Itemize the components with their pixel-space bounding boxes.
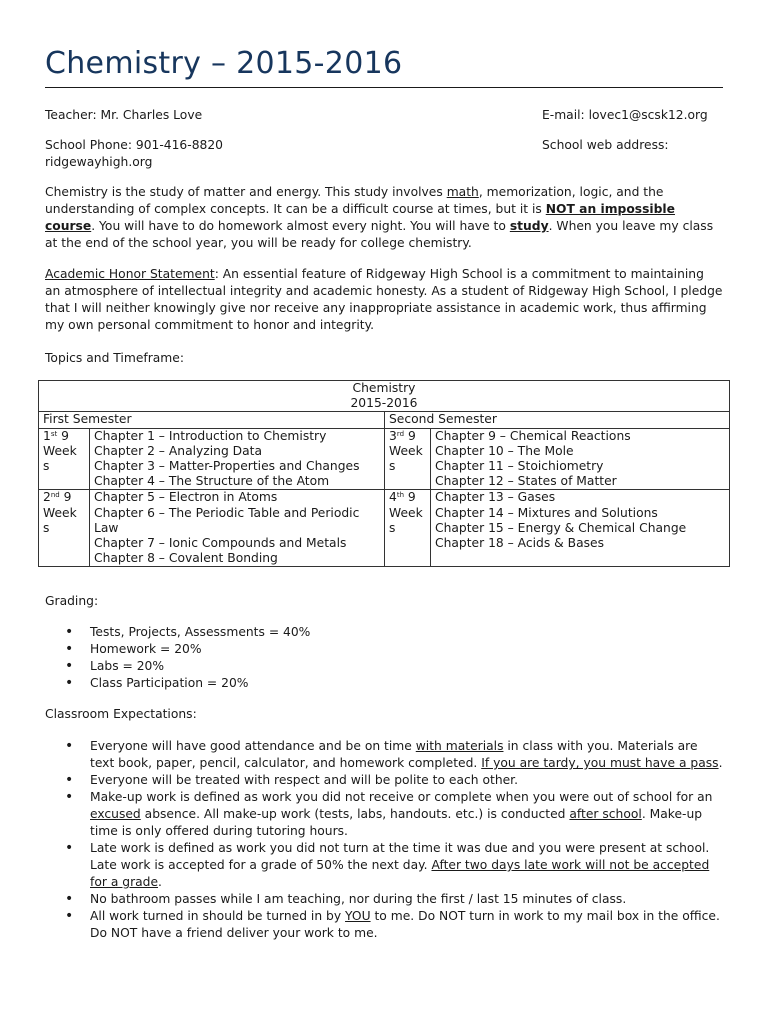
second-semester-header: Second Semester [385, 412, 730, 428]
expectations-heading: Classroom Expectations: [45, 707, 197, 721]
teacher-email: E-mail: lovec1@scsk12.org [542, 108, 708, 122]
intro-study: study [509, 219, 549, 233]
e4a: Late work is defined as work you did not turn at the time it was due and you were present at school. Late work is accepted for a grade of 50% the next day. [90, 841, 710, 872]
page-title: Chemistry – 2015-2016 [45, 46, 403, 81]
e4b: After two days late work will not be accepted for a grade [90, 858, 710, 889]
e1e: . [718, 756, 723, 770]
chapter-item: Chapter 9 – Chemical Reactions [435, 428, 631, 443]
quarter-4-chapters [431, 490, 730, 567]
intro-not-impossible: NOT an impossible course [45, 202, 675, 233]
first-semester-header: First Semester [39, 412, 385, 428]
intro-text-2: , memorization, logic, and the understanding of complex concepts. It can be a difficult course at times, but it is [45, 185, 664, 216]
e3c: absence. All make-up work (tests, labs, handouts. etc.) is conducted [140, 807, 570, 821]
chapter-item: Chapter 12 – States of Matter [435, 474, 617, 489]
intro-paragraph [45, 184, 723, 252]
chapter-item: Chapter 14 – Mixtures and Solutions [435, 505, 658, 520]
e3d: after school [569, 807, 642, 821]
intro-math: math [446, 185, 479, 199]
quarter-2-chapters [90, 490, 385, 567]
quarter-3-chapters [431, 428, 730, 490]
e3b: excused [90, 807, 141, 821]
e3a: Make-up work is defined as work you did not receive or complete when you were out of school for an [90, 790, 713, 804]
grading-item: • Homework = 20% [45, 641, 723, 658]
expectation-item [45, 789, 723, 840]
q4-num: 4 [389, 490, 397, 505]
table-title: Chemistry [352, 381, 416, 395]
intro-text-3: . You will have to do homework almost every night. You will have to [91, 219, 510, 233]
honor-label: Academic Honor Statement [45, 267, 215, 281]
title-divider [45, 87, 723, 88]
chapter-item: Chapter 6 – The Periodic Table and Periodic Law [94, 505, 360, 535]
q3-rest: 9 Week s [389, 428, 423, 474]
topics-table [38, 380, 730, 567]
e1a: Everyone will have good attendance and be on time [90, 739, 416, 753]
q1-sup: st [50, 429, 58, 438]
q3-num: 3 [389, 428, 397, 443]
chapter-item: Chapter 10 – The Mole [435, 443, 574, 458]
chapter-item: Chapter 1 – Introduction to Chemistry [94, 428, 327, 443]
grading-list [45, 624, 723, 692]
chapter-item: Chapter 4 – The Structure of the Atom [94, 474, 330, 489]
e4c: . [158, 875, 162, 889]
q1-rest: 9 Week s [43, 428, 77, 474]
q3-sup: rd [396, 429, 405, 438]
topics-heading: Topics and Timeframe: [45, 351, 184, 365]
expectation-item [45, 908, 723, 942]
e6a: All work turned in should be turned in by [90, 909, 346, 923]
q2-num: 2 [43, 490, 51, 505]
q4-sup: th [396, 491, 405, 500]
honor-text: : An essential feature of Ridgeway High School is a commitment to maintaining an atmosphere of intellectual integrity and academic honesty. As a student of Ridgeway High School, I pledge that I will neither knowingly give nor receive any inappropriate assistance in academic work, thus affirming my own personal commitment to honor and integrity. [45, 267, 723, 332]
table-title-cell [39, 381, 730, 412]
chapter-item: Chapter 18 – Acids & Bases [435, 536, 605, 551]
q2-rest: 9 Week s [43, 490, 77, 535]
chapter-item: Chapter 11 – Stoichiometry [435, 459, 604, 474]
intro-text-1: Chemistry is the study of matter and energy. This study involves [45, 185, 447, 199]
chapter-item: Chapter 13 – Gases [435, 490, 556, 505]
chapter-item: Chapter 8 – Covalent Bonding [94, 551, 278, 566]
e6b: YOU [345, 909, 371, 923]
grading-heading: Grading: [45, 594, 99, 608]
chapter-item: Chapter 3 – Matter-Properties and Changes [94, 459, 360, 474]
chapter-item: Chapter 7 – Ionic Compounds and Metals [94, 536, 347, 551]
expectations-list [45, 738, 723, 942]
web-address-label: School web address: [542, 138, 669, 152]
e1d: If you are tardy, you must have a pass [481, 756, 719, 770]
honor-statement [45, 266, 723, 334]
grading-item: • Tests, Projects, Assessments = 40% [45, 624, 723, 641]
school-phone: School Phone: 901-416-8820 [45, 138, 223, 152]
q2-sup: nd [50, 491, 60, 500]
intro-text-4: . When you leave my class at the end of the school year, you will be ready for college chemistry. [45, 219, 714, 250]
e3e: . Make-up time is only offered during tutoring hours. [90, 807, 703, 838]
expectation-item [45, 840, 723, 891]
quarter-4-label [385, 490, 431, 567]
teacher-line [45, 107, 723, 124]
quarter-1-chapters [90, 428, 385, 490]
q4-rest: 9 Week s [389, 490, 423, 535]
quarter-2-label [39, 490, 90, 567]
expectation-item: • No bathroom passes while I am teaching, nor during the first / last 15 minutes of class. [45, 891, 723, 908]
e1c: in class with you. Materials are text book, paper, pencil, calculator, and homework completed. [90, 739, 698, 770]
e6c: to me. Do NOT turn in work to my mail box in the office. Do NOT have a friend deliver your work to me. [90, 909, 720, 940]
e1b: with materials [415, 739, 504, 753]
quarter-1-label [39, 428, 90, 490]
expectation-item [45, 738, 723, 772]
phone-line [45, 137, 723, 154]
grading-item: • Class Participation = 20% [45, 675, 723, 692]
quarter-3-label [385, 428, 431, 490]
q1-num: 1 [43, 428, 51, 443]
web-address-value: ridgewayhigh.org [45, 155, 153, 169]
table-year: 2015-2016 [350, 396, 418, 411]
expectation-item: • Everyone will be treated with respect and will be polite to each other. [45, 772, 723, 789]
chapter-item: Chapter 15 – Energy & Chemical Change [435, 520, 687, 535]
grading-item: • Labs = 20% [45, 658, 723, 675]
chapter-item: Chapter 2 – Analyzing Data [94, 443, 263, 458]
chapter-item: Chapter 5 – Electron in Atoms [94, 490, 278, 505]
teacher-name: Teacher: Mr. Charles Love [45, 108, 203, 122]
